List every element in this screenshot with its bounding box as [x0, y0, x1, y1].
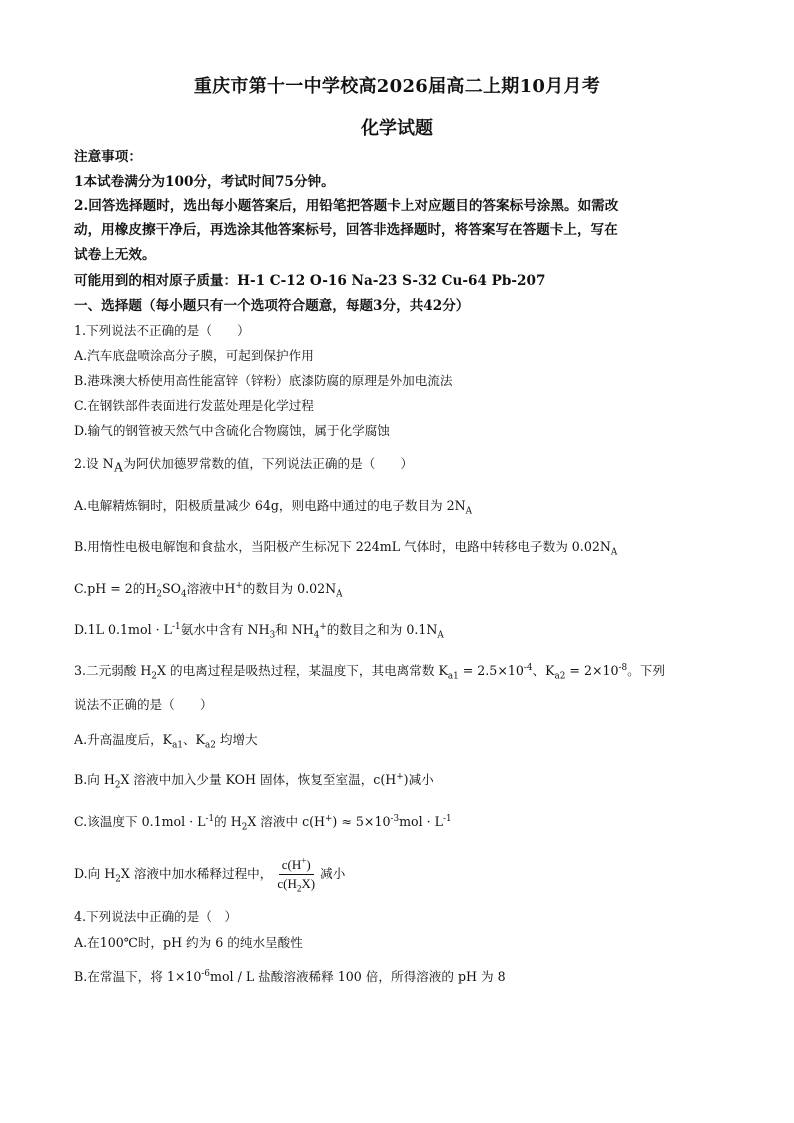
q1-option-a: A.汽车底盘喷涂高分子膜，可起到保护作用	[74, 348, 314, 363]
q1-option-c: C.在钢铁部件表面进行发蓝处理是化学过程	[74, 398, 314, 413]
note-1: 1本试卷满分为100分，考试时间75分钟。	[74, 174, 335, 190]
q3-option-d: D.向 $H_2X$ 溶液中加水稀释过程中， $\frac{c(H^+)}{c(H_2X)}$ 减小	[74, 855, 346, 894]
ratio-fraction	[274, 857, 318, 892]
q1-stem: 1.下列说法不正确的是（ ）	[74, 323, 250, 338]
q2-option-b: B.用惰性电极电解饱和食盐水，当阳极产生标况下 224mL 气体时，电路中转移电子数为 $0.02N_A$	[74, 539, 618, 558]
fraction-numerator: c(H+)	[279, 857, 314, 875]
fraction-denominator: $c(H_2X)$	[277, 876, 316, 894]
note-2-line-2: 动，用橡皮擦干净后，再选涂其他答案标号，回答非选择题时，将答案写在答题卡上，写在	[74, 222, 618, 238]
atomic-masses: 可能用到的相对原子质量：H-1 C-12 O-16 Na-23 S-32 Cu-64 Pb-207	[74, 273, 546, 289]
q4-option-a: A.在100℃时，pH 约为 6 的纯水呈酸性	[74, 935, 303, 950]
section-choice-heading: 一、选择题（每小题只有一个选项符合题意，每题3分，共42分）	[74, 298, 470, 314]
exam-title: 重庆市第十一中学校高2026届高二上期10月月考	[193, 76, 601, 97]
q3-option-c: C.该温度下 $0.1mol \cdot L^{-1}$的 $H_2X$ 溶液中 $c(H^+) \approx 5\times 10^{-3}mol \cdot L^{-1}$	[74, 813, 452, 833]
note-2-line-1: 2.回答选择题时，选出每小题答案后，用铅笔把答题卡上对应题目的答案标号涂黑。如需改	[74, 198, 619, 214]
q2-option-a: A.电解精炼铜时，阳极质量减少 64g，则电路中通过的电子数目为 $2N_A$	[74, 498, 473, 517]
q1-option-d: D.输气的钢管被天然气中含硫化合物腐蚀，属于化学腐蚀	[74, 423, 390, 438]
q3-stem: 3.二元弱酸 $H_2X$ 的电离过程是吸热过程，某温度下，其电离常数 $K_{a1} = 2.5\times 10^{-4}$、$K_{a2} = 2\times 10^{-8}$。下列	[74, 662, 665, 682]
notes-heading: 注意事项：	[74, 149, 142, 165]
q1-option-b: B.港珠澳大桥使用高性能富锌（锌粉）底漆防腐的原理是外加电流法	[74, 373, 453, 388]
exam-subtitle: 化学试题	[361, 118, 433, 139]
q2-option-d: D.1L $0.1mol \cdot L^{-1}$氨水中含有 $NH_3$和 $NH_4^+$的数目之和为 $0.1N_A$	[74, 621, 444, 641]
q4-option-b: B.在常温下，将 $1\times 10^{-6}mol / L$ 盐酸溶液稀释 100 倍，所得溶液的 pH 为 8	[74, 968, 506, 984]
note-2-line-3: 试卷上无效。	[74, 247, 156, 263]
q3-stem-line-2: 说法不正确的是（ ）	[74, 697, 213, 712]
q2-option-c: C.pH = 2的$H_2SO_4$溶液中H+的数目为 $0.02N_A$	[74, 580, 343, 600]
q4-stem: 4.下列说法中正确的是（ ）	[74, 909, 238, 924]
q3-option-b: B.向 $H_2X$ 溶液中加入少量 KOH 固体，恢复至室温，c(H+)减小	[74, 771, 434, 791]
q2-stem: 2.设 $N_A$为阿伏加德罗常数的值，下列说法正确的是（ ）	[74, 456, 414, 475]
q3-option-a: A.升高温度后，$K_{a1}$、$K_{a2}$ 均增大	[74, 732, 258, 751]
